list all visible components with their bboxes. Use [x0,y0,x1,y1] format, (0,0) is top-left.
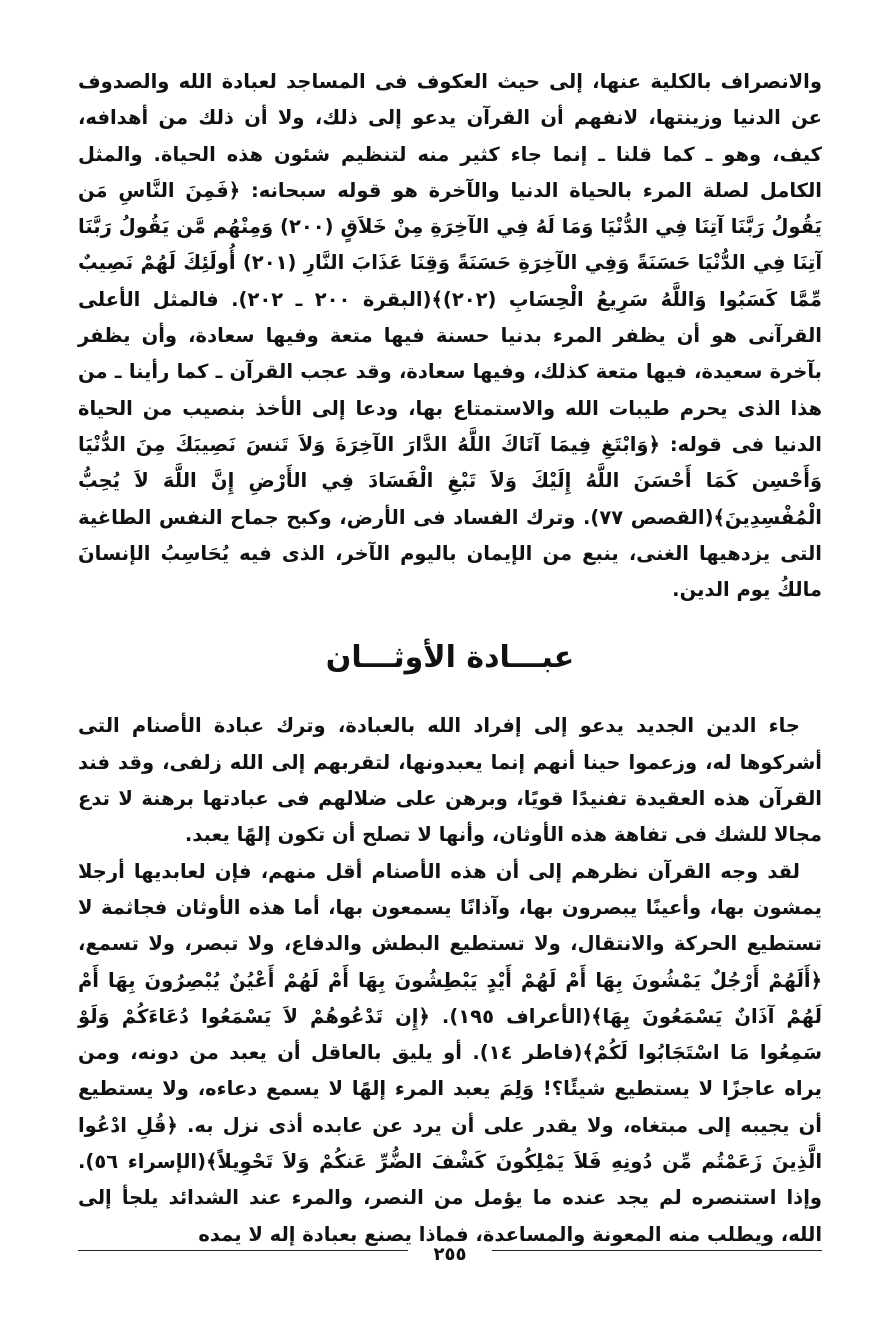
page-number: ٢٥٥ [433,1244,467,1265]
page-body [78,64,822,1253]
paragraph-quran-argument: لقد وجه القرآن نظرهم إلى أن هذه الأصنام أقل منهم، فإن لعابديها أرجلا يمشون بها، وأعينًا يبصرون بها، وآذانًا يسمعون بها، أما هذه الأوثان فجاثمة لا تستطيع الحركة والانتقال، ولا تستطيع البطش والدفاع، ولا تبصر، ولا تسمع، ﴿أَلَهُمْ أَرْجُلٌ يَمْشُونَ بِهَا أَمْ لَهُمْ أَيْدٍ يَبْطِشُونَ بِهَا أَمْ لَهُمْ أَعْيُنٌ يُبْصِرُونَ بِهَا أَمْ لَهُمْ آذَانٌ يَسْمَعُونَ بِهَا﴾(الأعراف ١٩٥). ﴿إِن تَدْعُوهُمْ لاَ يَسْمَعُوا دُعَاءَكُمْ وَلَوْ سَمِعُوا مَا اسْتَجَابُوا لَكُمْ﴾(فاطر ١٤). أو يليق بالعاقل أن يعبد من دونه، ومن يراه عاجزًا لا يستطيع شيئًا؟! وَلِمَ يعبد المرء إلهًا لا يسمع دعاءه، ولا يستطيع أن يجيبه إلى مبتغاه، ولا يقدر على أن يرد عن عابده أذى نزل به. ﴿قُلِ ادْعُوا الَّذِينَ زَعَمْتُم مِّن دُونِهِ فَلاَ يَمْلِكُونَ كَشْفَ الضُّرِّ عَنكُمْ وَلاَ تَحْوِيلاً﴾(الإسراء ٥٦). وإذا استنصره لم يجد عنده ما يؤمل من النصر، والمرء عند الشدائد يلجأ إلى الله، ويطلب منه المعونة والمساعدة، فماذا يصنع بعبادة إله لا يمده [78,859,823,1246]
paragraph-idol-worship: جاء الدين الجديد يدعو إلى إفراد الله بالعبادة، وترك عبادة الأصنام التى أشركوها له، وزعموا حينا أنهم إنما يعبدونها، لتقربهم إلى الله زلفى، وقد فند القرآن هذه العقيدة تفنيدًا قويًا، وبرهن على ضلالهم فى عبادتها برهنة لا تدع مجالا للشك فى تفاهة هذه الأوثان، وأنها لا تصلح أن تكون إلهًا يعبد. [78,714,822,847]
paragraph-intro: والانصراف بالكلية عنها، إلى حيث العكوف فى المساجد لعبادة الله والصدوف عن الدنيا وزينتها، لانفهم أن القرآن يدعو إلى ذلك، ولا أن ذلك من أهدافه، كيف، وهو ـ كما قلنا ـ إنما جاء كثير منه لتنظيم شئون هذه الحياة. والمثل الكامل لصلة المرء بالحياة الدنيا والآخرة هو قوله سبحانه: ﴿فَمِنَ النَّاسِ مَن يَقُولُ رَبَّنَا آتِنَا فِي الدُّنْيَا وَمَا لَهُ فِي الآخِرَةِ مِنْ خَلاَقٍ (٢٠٠) وَمِنْهُم مَّن يَقُولُ رَبَّنَا آتِنَا فِي الدُّنْيَا حَسَنَةً وَفِي الآخِرَةِ حَسَنَةً وَقِنَا عَذَابَ النَّارِ (٢٠١) أُولَئِكَ لَهُمْ نَصِيبٌ مِّمَّا كَسَبُوا وَاللَّهُ سَرِيعُ الْحِسَابِ (٢٠٢)﴾(البقرة ٢٠٠ ـ ٢٠٢). فالمثل الأعلى القرآنى هو أن يظفر المرء بدنيا حسنة فيها متعة وفيها سعادة، وأن يظفر بآخرة سعيدة، فيها متعة كذلك، وفيها سعادة، وقد عجب القرآن ـ كما رأينا ـ من هذا الذى يحرم طيبات الله والاستمتاع بها، ودعا إلى الأخذ بنصيب من الحياة الدنيا فى قوله: ﴿وَابْتَغِ فِيمَا آتَاكَ اللَّهُ الدَّارَ الآخِرَةَ وَلاَ تَنسَ نَصِيبَكَ مِنَ الدُّنْيَا وَأَحْسِن كَمَا أَحْسَنَ اللَّهُ إِلَيْكَ وَلاَ تَبْغِ الْفَسَادَ فِي الأَرْضِ إِنَّ اللَّهَ لاَ يُحِبُّ الْمُفْسِدِينَ﴾(القصص ٧٧). وترك الفساد فى الأرض، وكبح جماح النفس الطاغية التى يزدهيها الغنى، ينبع من الإيمان باليوم الآخر، الذى فيه يُحَاسِبُ الإنسانَ مالكُ يوم الدين. [78,70,823,602]
page-footer [78,1244,822,1274]
section-title: عبـــادة الأوثـــان [325,640,575,676]
